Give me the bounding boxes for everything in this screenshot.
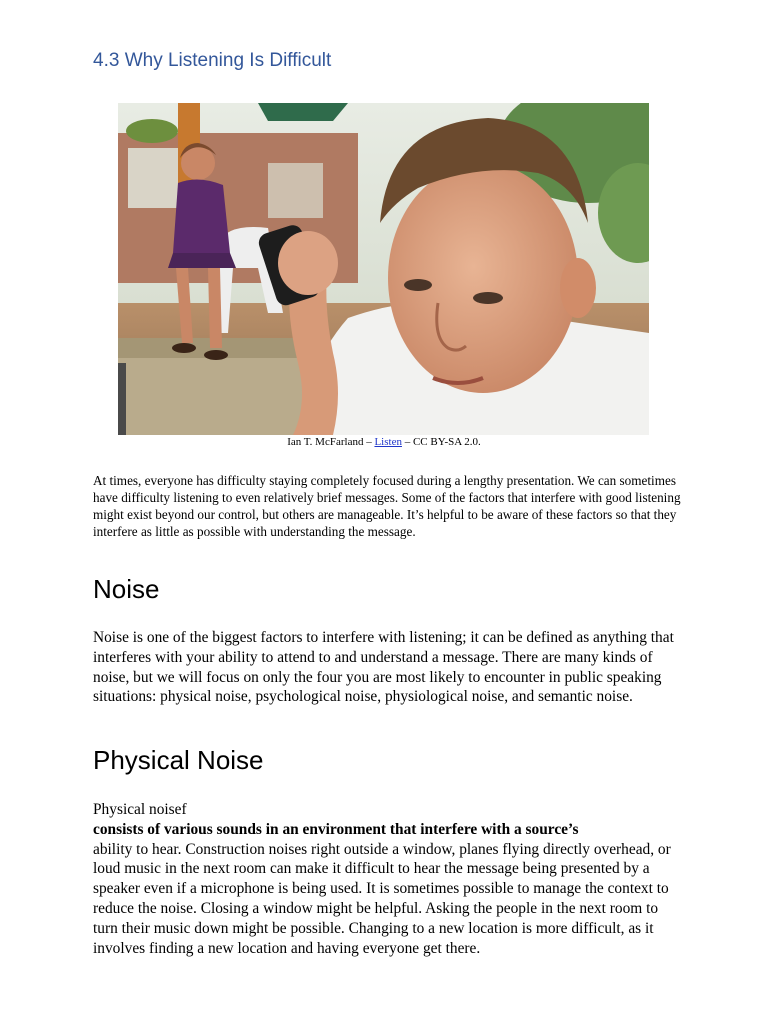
photo-boy-listening [118,103,649,435]
heading-physical-noise: Physical Noise [93,745,264,775]
physical-noise-body: ability to hear. Construction noises right outside a window, planes flying directly overhead, or loud music in the next room can make it difficult to hear the message being presented by a speaker even if a microphone is being used. It is sometimes possible to manage the context to reduce the noise. Closing a window might be helpful. Asking the people in the next room to turn their music down might be possible. Changing to a new location is more difficult, as it involves finding a new location and having everyone get there. [93,840,671,957]
photo-illustration [118,103,649,435]
heading-noise: Noise [93,574,160,604]
physical-noise-term: Physical noisef [93,801,187,818]
physical-noise-definition: consists of various sounds in an environment that interfere with a source’s [93,820,579,838]
caption-license: – CC BY-SA 2.0. [401,436,481,448]
noise-paragraph: Noise is one of the biggest factors to interfere with listening; it can be defined as anything that interferes with your ability to attend to and understand a message. There are many kinds of noise, but we will focus on only the four you are most likely to encounter in public speaking situations: physical noise, psychological noise, physiological noise, and semantic noise. [93,629,674,706]
caption-author: Ian T. McFarland – [287,436,375,448]
caption-link-listen[interactable]: Listen [374,436,402,448]
physical-noise-paragraph [93,800,683,958]
photo-caption [0,436,768,448]
section-title: 4.3 Why Listening Is Difficult [93,50,332,71]
intro-paragraph: At times, everyone has difficulty staying completely focused during a lengthy presentation. We can sometimes have difficulty listening to even relatively brief messages. Some of the factors that interfere with good listening might exist beyond our control, but others are manageable. It’s helpful to be aware of these factors so that they interfere as little as possible with understanding the message. [93,473,681,539]
